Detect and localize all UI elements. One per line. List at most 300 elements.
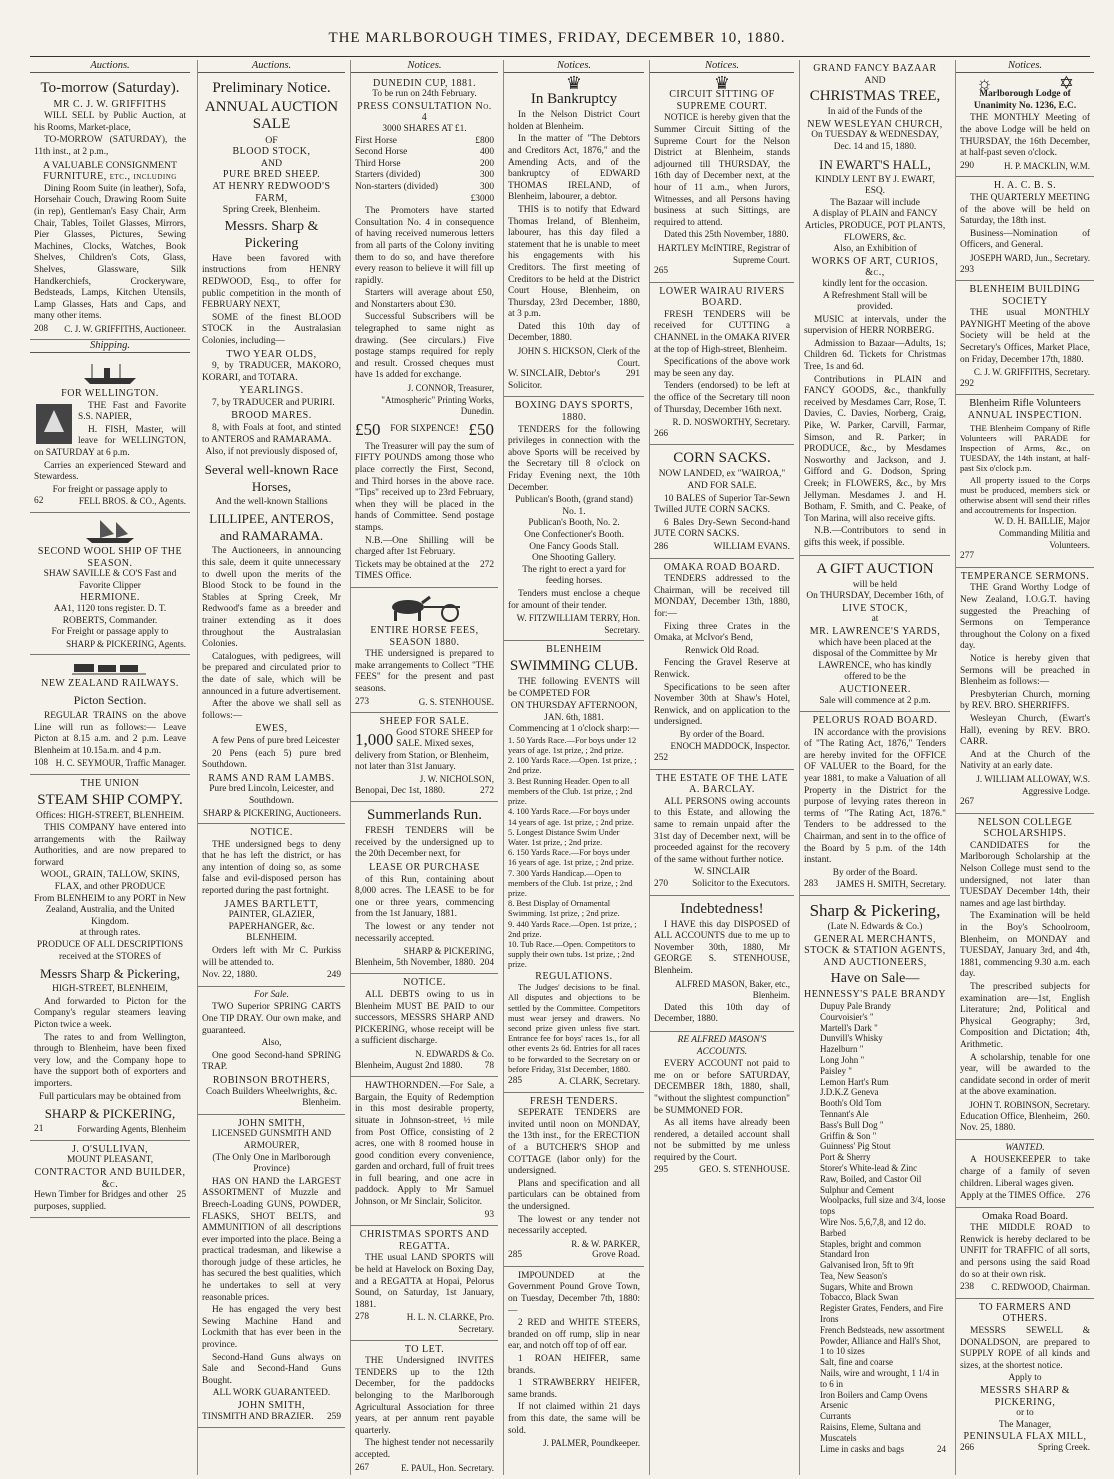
list-item: 9. 440 Yards Race.—Open. 1st prize, ; 2nd prize. bbox=[508, 919, 637, 939]
ad-number: 272 bbox=[479, 559, 494, 570]
list-item: Martell's Dark " bbox=[820, 1022, 878, 1033]
ad-heading: J. O'SULLIVAN, bbox=[71, 1143, 149, 1155]
bartlett-notice bbox=[198, 824, 345, 987]
ad-heading: Omaka Road Board. bbox=[981, 1210, 1069, 1222]
ad-title: To-morrow (Saturday). bbox=[40, 79, 180, 96]
ad-text: NOTICE is hereby given that the Summer Circuit Sitting of the Supreme Court for the Nelson District at Blenheim, stands adjourned till THURSDAY, the 16th day of December next, at the hour of 11 a.m., when Jurors, Witnesses, and all Persons having business at such Sittings, are required to attend. bbox=[654, 113, 790, 228]
sunburst-icon: ☼ bbox=[976, 72, 993, 93]
sheep-count: 1,000 bbox=[355, 729, 394, 749]
column-heading: Auctions. bbox=[198, 60, 345, 73]
list-item: 8. Best Display of Ornamental Swimming. 1st prize, ; 2nd prize. bbox=[508, 899, 620, 919]
ad-text: Also, an Exhibition of bbox=[833, 244, 917, 255]
ad-heading: NEW ZEALAND RAILWAYS. bbox=[41, 678, 179, 690]
list-item: Tennant's Ale bbox=[820, 1108, 869, 1119]
entire-horse-fees-ad bbox=[351, 588, 498, 713]
ad-text: The Bazaar will include bbox=[830, 197, 920, 208]
booth-list bbox=[508, 495, 640, 588]
gift-auction-ad bbox=[800, 556, 950, 713]
ad-heading: TEMPERANCE SERMONS. bbox=[960, 570, 1090, 582]
ad-text: All property issued to the Corps must be produced, members sick or otherwise absent will send their rifles and accoutrements for Inspection. bbox=[960, 474, 1090, 516]
ad-number: 290 bbox=[960, 160, 975, 171]
list-item: Standard Iron bbox=[820, 1249, 870, 1260]
redwood-auction-ad bbox=[198, 75, 345, 825]
bazaar-ad bbox=[800, 60, 950, 556]
ad-title: Messrs Sharp & Pickering, bbox=[39, 966, 181, 982]
omaka-middle-road-ad bbox=[956, 1208, 1094, 1299]
list-item: French Bedsteads, new assortment bbox=[820, 1324, 945, 1335]
list-item: 7. 300 Yards Handicap.—Open to members of the Club. 1st prize, ; 2nd prize. bbox=[508, 868, 633, 898]
column-2 bbox=[197, 60, 345, 1475]
osullivan-ad bbox=[30, 1141, 190, 1219]
ad-text: HIGH-STREET, BLENHEIM, bbox=[52, 984, 168, 995]
ad-signature: SHARP & PICKERING, bbox=[403, 946, 494, 957]
omaka-road-board-ad bbox=[650, 559, 794, 770]
ad-number: 238 bbox=[960, 1282, 975, 1293]
list-item: Galvanised Iron, 5ft to 9ft bbox=[820, 1260, 914, 1271]
ad-text: TENDERS for the following privileges in connection with the above Sports will be received by the Secretary till 8 o'clock on Friday Evening next, the 10th December. bbox=[508, 424, 640, 493]
column-heading: Auctions. bbox=[30, 60, 190, 73]
ad-signature: "Atmospheric" Printing Works, Dunedin. bbox=[381, 394, 494, 417]
ad-heading: BROOD MARES. bbox=[231, 410, 312, 422]
ad-text: 2 RED and WHITE STEERS, branded on off rump, slip in near ear, and notch off top of off ear. bbox=[508, 1318, 640, 1352]
ad-heading: JAMES BARTLETT, bbox=[224, 898, 319, 910]
ad-text: Admission to Bazaar—Adults, 1s; Children 6d. Tickets for Christmas Tree, 1s and 6d. bbox=[804, 338, 946, 373]
ad-text: WILL SELL by Public Auction, at his Rooms, Market-place, bbox=[34, 111, 186, 133]
ad-number: 295 bbox=[654, 1165, 669, 1176]
ad-heading: ENTIRE HORSE FEES, SEASON 1880. bbox=[370, 624, 479, 648]
ad-text: By order of the Board. bbox=[679, 729, 765, 740]
masonic-lodge-ad bbox=[956, 72, 1094, 178]
to-let-ad bbox=[351, 1341, 498, 1475]
ad-heading: EWES, bbox=[255, 723, 288, 735]
ad-number: 277 bbox=[960, 551, 975, 562]
horse-cart-icon bbox=[380, 593, 470, 623]
ad-text: Pure bred Lincoln, Leicester, and Southdown. bbox=[209, 784, 334, 806]
ad-text: FOR SIXPENCE! bbox=[390, 423, 459, 434]
ad-text: On THURSDAY, December 16th, of bbox=[806, 591, 944, 602]
ad-signature: JOSEPH WARD, Jun., Secretary. bbox=[970, 252, 1090, 263]
ad-text: THE undersigned is prepared to make arrangements to Collect "THE FEES" for the present and past seasons. bbox=[355, 649, 494, 694]
ad-text: REGULAR TRAINS on the above Line will run as follows:— Leave Picton at 8.15 a.m. and 2 p.m. Leave Blenheim at 10.15a.m. and 4 p.m. bbox=[34, 710, 186, 756]
list-item: J.D.K.Z Geneva bbox=[820, 1087, 879, 1098]
ad-signature: H. P. MACKLIN, W.M. bbox=[1003, 160, 1090, 171]
ad-text: In the Nelson District Court holden at Blenheim. bbox=[508, 110, 640, 132]
ad-number: 62 bbox=[34, 496, 44, 507]
bankruptcy-ad bbox=[504, 72, 644, 398]
ad-heading: TWO YEAR OLDS, bbox=[226, 348, 317, 360]
ad-text: THE Grand Worthy Lodge of New Zealand, I.O.G.T. having suggested the Preaching of Sermons on Temperance throughout the Colony on a fixed day. bbox=[960, 583, 1090, 652]
ad-text: at through rates. bbox=[79, 928, 141, 939]
ad-heading: ANNUAL INSPECTION. bbox=[967, 410, 1083, 422]
auction-ad-griffiths bbox=[30, 75, 190, 341]
ad-text: CANDIDATES for the Marlborough Scholarship at the Nelson College must send to the undersigned, not later than TUESDAY December 14th, their names and age last birthday. bbox=[960, 840, 1090, 909]
ad-title: CHRISTMAS TREE, bbox=[809, 88, 941, 105]
ad-signature: H. C. SEYMOUR, Traffic Manager. bbox=[55, 758, 186, 769]
ad-title: Summerlands Run. bbox=[367, 807, 482, 824]
hawthornden-ad bbox=[351, 1077, 498, 1226]
ad-heading: WANTED. bbox=[1005, 1142, 1045, 1153]
ad-number: 292 bbox=[960, 378, 975, 389]
rifle-volunteers-ad bbox=[956, 395, 1094, 567]
fresh-tenders-ad bbox=[504, 1093, 644, 1267]
list-item: Raw, Boiled, and Castor Oil bbox=[820, 1173, 922, 1184]
ad-text: The lowest or any tender not necessarily accepted. bbox=[508, 1214, 640, 1237]
ad-date: Education Office, Blenheim, Nov. 25, 1880. bbox=[960, 1111, 1068, 1134]
ad-heading: LOWER WAIRAU RIVERS BOARD. bbox=[659, 285, 785, 309]
ad-heading: Marlborough Lodge of Unanimity No. 1236, E.C. bbox=[973, 89, 1077, 111]
list-item: Paisley " bbox=[820, 1065, 852, 1076]
ad-text: THE undersigned begs to deny that he has left the district, or has any intention of doing so, as some false and evil-disposed person has reported during the past fortnight. bbox=[202, 839, 341, 897]
ad-text: or to bbox=[1016, 1408, 1034, 1419]
ad-number: 291 bbox=[625, 369, 640, 380]
ad-text: I HAVE this day DISPOSED of ALL ACCOUNTS due to me up to November 30th, 1880, Mr GEORGE S. STENHOUSE, Blenheim. bbox=[654, 919, 790, 976]
ad-signature: N. EDWARDS & Co. bbox=[415, 1048, 494, 1059]
ad-text: Commencing at 1 o'clock sharp:— bbox=[508, 724, 640, 735]
ad-text: SOME of the finest BLOOD STOCK in the Australasian Colonies, including— bbox=[202, 312, 341, 346]
ad-number: 25 bbox=[176, 1190, 186, 1201]
ad-text: 10 BALES of Superior Tar-Sewn Twilled JUTE CORN SACKS. bbox=[654, 493, 790, 516]
list-item: Griffin & Son " bbox=[820, 1130, 877, 1141]
ad-number: 276 bbox=[1075, 1191, 1090, 1202]
ad-text: TENDERS addressed to the Chairman, will be received till MONDAY, December 13th, 1880, for:— bbox=[654, 574, 790, 619]
ad-text: MOUNT PLEASANT, bbox=[66, 1155, 154, 1166]
ad-text: Hewn Timber for Bridges and other purposes, supplied. bbox=[34, 1190, 169, 1212]
list-item: Powder, Alliance and Hall's Shot, 1 to 10 sizes bbox=[820, 1335, 941, 1357]
ad-text: TINSMITH AND BRAZIER. bbox=[202, 1411, 314, 1422]
ad-number: 78 bbox=[484, 1060, 494, 1071]
ad-number: 208 bbox=[34, 323, 49, 334]
ad-text: Grove Road. bbox=[592, 1250, 640, 1261]
ad-text: MESSRS SEWELL & DONALDSON, are prepared to SUPPLY ROPE of all kinds and sizes, at the shortest notice. bbox=[960, 1326, 1090, 1371]
list-item: Lemon Hart's Rum bbox=[820, 1076, 889, 1087]
ad-text: A HOUSEKEEPER to take charge of a family of seven children. Liberal wages given. bbox=[960, 1155, 1090, 1189]
ad-signature: JOHN S. HICKSON, Clerk of the Court. bbox=[517, 346, 640, 368]
ad-text: The Manager, bbox=[998, 1419, 1052, 1430]
ad-number: 283 bbox=[804, 879, 819, 890]
ad-text: THE MONTHLY Meeting of the above Lodge will be held on THURSDAY, the 16th December, at half-past seven o'clock. bbox=[960, 113, 1090, 159]
ad-number: 249 bbox=[326, 970, 341, 981]
ad-heading: JOHN SMITH, bbox=[237, 1117, 306, 1129]
prize-amount: £50 bbox=[468, 419, 494, 439]
ad-signature: H. L. N. CLARKE, Pro. Secretary. bbox=[406, 1312, 494, 1334]
indebtedness-ad bbox=[650, 896, 794, 1032]
ad-heading: CHRISTMAS SPORTS AND REGATTA. bbox=[359, 1229, 490, 1252]
circuit-sitting-ad bbox=[650, 72, 794, 283]
ad-heading: GRAND FANCY BAZAAR bbox=[813, 63, 937, 74]
royal-arms-icon: ♛ bbox=[713, 72, 731, 93]
ad-text: As all items have already been rendered, a detailed account shall not be submitted by me unless required by the Court. bbox=[654, 1118, 790, 1163]
ad-heading: PELORUS ROAD BOARD. bbox=[812, 715, 938, 727]
list-item: 4. 100 Yards Race.—For boys under 14 years of age. 1st prize, ; 2nd prize. bbox=[508, 807, 634, 827]
ad-heading: FURNITURE, etc., including bbox=[43, 171, 177, 183]
mason-accounts-ad bbox=[650, 1032, 794, 1181]
ad-text: And the well-known Stallions bbox=[215, 496, 328, 507]
list-item: Booth's Old Tom bbox=[820, 1098, 882, 1109]
ship-name: HERMIONE. bbox=[80, 592, 140, 604]
ad-number: 270 bbox=[654, 879, 669, 889]
ad-text: MUSIC at intervals, under the supervision of HERR NORBERG. bbox=[804, 314, 946, 337]
ad-heading: BOXING DAYS SPORTS, 1880. bbox=[514, 400, 634, 424]
ad-heading: PENINSULA FLAX MILL, bbox=[963, 1431, 1087, 1443]
ad-text: ALL DEBTS owing to us in Blenheim MUST BE PAID to our successors, MESSRS SHARP AND PICKERING, whose receipt will be a sufficient discharge. bbox=[355, 989, 494, 1047]
ad-text: which have been placed at the disposal of the Committee by Mr LAWRENCE, who has kindly offered to be the bbox=[812, 637, 938, 683]
ad-heading: MESSRS SHARP & PICKERING, bbox=[980, 1385, 1070, 1408]
ad-text: THE usual LAND SPORTS will be held at Havelock on Boxing Day, and a REGATTA at Hopai, Pelorus Sound, on Saturday, 1st January, 1881. bbox=[355, 1253, 494, 1310]
list-item: Port & Sherry bbox=[820, 1152, 871, 1163]
ad-text: The Promoters have started Consultation No. 4 in consequence of having received numerous letters from all parts of the Colony inviting them to do so, and have therefore every reason to believe it will fill up rapidly. bbox=[355, 206, 494, 286]
sheep-for-sale-ad bbox=[351, 713, 498, 802]
ad-text: Second-Hand Guns always on Sale and Second-Hand Guns Bought. bbox=[202, 1352, 341, 1386]
ad-heading: NEW WESLEYAN CHURCH, bbox=[807, 118, 943, 130]
ad-text: Apply to bbox=[1008, 1373, 1042, 1384]
ad-heading: JOHN SMITH, bbox=[237, 1400, 306, 1411]
ad-text: EVERY ACCOUNT not paid to me on or before SATURDAY, DECEMBER 18th, 1880, shall, "without the slightest compunction" be SUMMONED FOR. bbox=[654, 1059, 790, 1116]
ad-text: 7, by TRADUCER and PURIRI. bbox=[212, 397, 335, 408]
list-item: Hazelburn " bbox=[820, 1044, 864, 1055]
ad-number: 267 bbox=[960, 797, 975, 808]
ad-text: IMPOUNDED at the Government Pound Grove Town, on Tuesday, December 7th, 1880:— bbox=[508, 1270, 640, 1316]
train-icon bbox=[70, 660, 150, 676]
list-item: Bass's Bull Dog " bbox=[820, 1119, 884, 1130]
ad-heading: PURE BRED SHEEP. bbox=[222, 169, 321, 181]
ad-text: Successful Subscribers will be telegraphed to same night as drawing. (See circulars.) Five postage stamps required for reply and result. Crossed cheques must have 1s added for exchange. bbox=[355, 312, 494, 381]
ad-title: Have on Sale— bbox=[830, 971, 920, 987]
list-item: Publican's Booth, (grand stand) No. 1. bbox=[515, 495, 633, 517]
ad-title: SWIMMING CLUB. bbox=[509, 657, 639, 674]
ad-text: at bbox=[871, 614, 879, 625]
ad-text: Good STORE SHEEP for SALE. Mixed sexes, delivery from Station, or Blenheim, not later than 31st January. bbox=[355, 727, 493, 773]
ad-text: Also, bbox=[261, 1038, 282, 1049]
column-heading: Notices. bbox=[504, 60, 644, 73]
ad-text: ALL WORK GUARANTEED. bbox=[212, 1388, 331, 1399]
ad-signature: J. WILLIAM ALLOWAY, W.S. Aggressive Lodge. bbox=[976, 773, 1090, 796]
ad-title: CORN SACKS. bbox=[673, 450, 771, 467]
ad-text: The Treasurer will pay the sum of FIFTY POUNDS among those who place correctly the First, Second, and Third horses in the above race. "Tips" received up to 23rd February, when they will be placed in the hands of Committee. Send postage stamps. bbox=[355, 441, 494, 533]
ad-text: 6 Bales Dry-Sewn Second-hand JUTE CORN SACKS. bbox=[654, 517, 790, 540]
ad-number: 272 bbox=[479, 785, 494, 796]
ad-text: of this Run, containing about 8,000 acres. The LEASE to be for one or three years, commencing from the 1st January, 1881. bbox=[355, 874, 494, 920]
ad-text: THE QUARTERLY MEETING of the above will be held on Saturday, the 18th inst. bbox=[960, 192, 1091, 227]
union-steamship-ad bbox=[30, 775, 190, 1141]
prize-total: £3000 bbox=[470, 193, 494, 204]
ad-text: Dated this 25th November, 1880. bbox=[664, 230, 789, 241]
list-item: 10. Tub Race.—Open. Competitors to supply their own tubs. 1st prize, ; 2nd prize. bbox=[508, 939, 636, 970]
ad-text: WOOL, GRAIN, TALLOW, SKINS, FLAX, and other PRODUCE bbox=[40, 870, 180, 893]
ad-text: ON THURSDAY AFTERNOON, JAN. 6th, 1881. bbox=[510, 701, 638, 723]
ad-heading: ROBINSON BROTHERS, bbox=[212, 1074, 331, 1086]
ad-text: AND bbox=[260, 157, 283, 169]
impounded-ad bbox=[504, 1267, 644, 1454]
ad-heading: H. A. C. B. S. bbox=[993, 180, 1057, 192]
ad-text: (The Only One in Marlborough Province) bbox=[212, 1152, 331, 1175]
christmas-sports-ad bbox=[351, 1226, 498, 1340]
ad-heading: SHEEP FOR SALE. bbox=[379, 716, 470, 728]
ad-text: Spring Creek. bbox=[1037, 1442, 1090, 1453]
housekeeper-wanted-ad bbox=[956, 1140, 1094, 1208]
ad-text: On TUESDAY & WEDNESDAY, Dec. 14 and 15, 1880. bbox=[811, 130, 939, 152]
ad-text: If not claimed within 21 days from this date, the same will be sold. bbox=[508, 1402, 640, 1436]
list-item: Iron Boilers and Camp Ovens bbox=[820, 1389, 928, 1400]
ad-text: THIS is to notify that Edward Thomas Ireland, of Blenheim, labourer, has this day filed a statement that he is unable to meet his engagements with his Creditors. The first meeting of Creditors to be held at the District Court House, Blenheim, on Thursday, 23rd December, 1880, at 3 p.m. bbox=[508, 204, 640, 320]
ad-text: A few Pens of pure bred Leicester bbox=[212, 735, 340, 746]
list-item: 2. 100 Yards Race.—Open. 1st prize, ; 2nd prize. bbox=[508, 756, 637, 776]
prize-list bbox=[355, 136, 494, 206]
column-heading: Notices. bbox=[351, 60, 498, 73]
ad-text: Tenders must enclose a cheque for amount of their tender. bbox=[508, 588, 640, 611]
ad-number: 260. bbox=[1073, 1111, 1090, 1122]
ad-text: BLENHEIM. bbox=[246, 933, 297, 944]
ad-number: 266 bbox=[960, 1442, 975, 1453]
ad-text: Sale will commence at 2 p.m. bbox=[819, 695, 931, 706]
masthead-rule bbox=[30, 56, 1090, 57]
column-4 bbox=[503, 60, 644, 1475]
ad-text: Contributions in PLAIN and FANCY GOODS, &c., thankfully received by Mesdames Carr, Rose, T. Davies, C. Davies, Norberg, Craig, Pike, W. Parker, Carvill, Farmar, Simson, and R. Parker; in PRODUCE, &c., by Mesdames Nosworthy and Jackson, and J. Gifford and G. Dodson, Spring Creek; in FLOWERS, &c., by Mrs Jellyman. Mesdames J. and H. Botham, F. Smith, and C. Peake, of Ton Marina, will also receive gifts. bbox=[804, 374, 946, 524]
ad-text: FRESH TENDERS will be received by the undersigned up to the 20th December next, for bbox=[355, 826, 494, 860]
ad-text: 1 ROAN HEIFER, same brands. bbox=[508, 1354, 640, 1376]
ad-text: THE Fast and Favorite S.S. NAPIER, bbox=[78, 400, 186, 423]
ad-signature: C. J. W. GRIFFITHS, Auctioneer. bbox=[64, 323, 186, 334]
ad-heading: TO FARMERS AND OTHERS. bbox=[978, 1301, 1072, 1325]
list-item: Salt, fine and coarse bbox=[820, 1357, 893, 1368]
edwards-notice bbox=[351, 974, 498, 1077]
ad-number: 259 bbox=[326, 1411, 341, 1422]
ad-text: THIS COMPANY have entered into arrangements with the Railway Authorities, and are now prepared to forward bbox=[34, 823, 186, 868]
square-compass-icon: ✡ bbox=[1058, 72, 1074, 93]
ad-heading: LEASE OR PURCHASE bbox=[369, 862, 480, 874]
ad-heading: HENNESSY'S PALE BRANDY bbox=[804, 989, 946, 1001]
ad-heading: NOTICE. bbox=[403, 977, 446, 989]
ad-text: TWO Superior SPRING CARTS One TIP DRAY. Our own make, and guaranteed. bbox=[202, 1002, 341, 1036]
column-5 bbox=[649, 60, 794, 1475]
farmers-rope-ad bbox=[956, 1299, 1094, 1459]
ad-number: 273 bbox=[355, 696, 370, 707]
sailing-ship-icon bbox=[80, 518, 140, 544]
swimming-club-ad bbox=[504, 641, 644, 1092]
ad-title: SHARP & PICKERING, bbox=[44, 1106, 176, 1122]
ad-text: THE Blenheim Company of Rifle Volunteers will PARADE for Inspection of Arms, &c., on TUESDAY, the 14th instant, at half-past Six o'clock p.m. bbox=[960, 422, 1090, 474]
ad-number: 267 bbox=[355, 1462, 370, 1473]
list-item: Wire Nos. 5,6,7,8, and 12 do. Barbed bbox=[820, 1216, 926, 1238]
ad-title: Sharp & Pickering, bbox=[809, 901, 941, 920]
ad-text: N.B.—Contributors to send in gifts this week, if possible. bbox=[804, 526, 946, 548]
list-item: Woolpacks, full size and 3/4, loose tops bbox=[820, 1195, 946, 1217]
ad-number: 265 bbox=[654, 266, 669, 277]
ad-text: ALL PERSONS owing accounts to this Estate, and allowing the same to remain unpaid after the 31st day of December next, will be proceeded against for the recovery of the same without further notice. bbox=[654, 796, 790, 865]
ad-text: To be run on 24th February. bbox=[372, 89, 477, 100]
ad-text: (Late N. Edwards & Co.) bbox=[827, 922, 923, 932]
ad-heading: RE ALFRED MASON'S ACCOUNTS. bbox=[677, 1034, 767, 1057]
list-item: Lime in casks and bags bbox=[820, 1443, 904, 1454]
prize-row: Starters (divided) 300 bbox=[355, 170, 494, 181]
ad-text: He has engaged the very best Sewing Machine Hand and Lockmith that has ever been in the province. bbox=[202, 1305, 341, 1351]
ad-text: Dated this 10th day of December, 1880. bbox=[508, 321, 640, 344]
ad-text: A Refreshment Stall will be provided. bbox=[822, 290, 928, 313]
ad-text: SHAW SAVILLE & CO'S Fast and Favorite Clipper bbox=[43, 569, 177, 591]
ad-heading: LIVE STOCK, bbox=[842, 602, 908, 614]
ad-text: Starters will average about £50, and Nonstarters about £30. bbox=[355, 288, 494, 310]
ad-text: One good Second-hand SPRING TRAP. bbox=[202, 1050, 341, 1073]
list-item: One Confectioner's Booth. bbox=[524, 529, 624, 540]
ad-heading: AND AUCTIONEERS, bbox=[823, 956, 927, 968]
steamship-icon bbox=[80, 360, 140, 386]
ad-text: And forwarded to Picton for the Company's regular steamers leaving Picton twice a week. bbox=[34, 996, 186, 1030]
ad-title: Messrs. Sharp & Pickering bbox=[224, 218, 319, 251]
ad-text: The lowest or any tender not necessarily accepted. bbox=[355, 922, 494, 944]
list-item: Register Grates, Fenders, and Fire Irons bbox=[820, 1303, 943, 1325]
list-item: Raisins, Eleme, Sultana and Muscatels bbox=[820, 1422, 921, 1443]
ad-text: THE MIDDLE ROAD to Renwick is hereby declared to be UNFIT for TRAFFIC of all sorts, and persons using the said Road do so at their own risk. bbox=[960, 1223, 1090, 1280]
ad-number: 285 bbox=[508, 1075, 523, 1086]
list-item: Arsenic bbox=[820, 1400, 848, 1411]
ad-heading: OMAKA ROAD BOARD. bbox=[663, 561, 781, 573]
ad-signature: WILLIAM EVANS. bbox=[713, 541, 790, 552]
ad-text: Apply at the TIMES Office. bbox=[960, 1191, 1066, 1202]
prize-row: First Horse £800 bbox=[355, 135, 494, 146]
list-item: 6. 150 Yards Race.—For boys under 16 years of age. 1st prize, ; 2nd prize. bbox=[508, 848, 634, 868]
ad-text: H. FISH, Master, will leave for WELLINGTON, on SATURDAY at 6 p.m. bbox=[34, 424, 186, 459]
ad-text: 9, by TRADUCER, MAKORO, KORARI, and TOTARA. bbox=[202, 361, 341, 383]
ad-heading: CIRCUIT SITTING OF SUPREME COURT. bbox=[669, 89, 775, 112]
list-item: Long John " bbox=[820, 1054, 865, 1065]
ad-heading: A VALUABLE CONSIGNMENT bbox=[42, 159, 178, 171]
ad-signature: Solicitor to the Executors. bbox=[692, 879, 790, 889]
hacbs-ad bbox=[956, 177, 1094, 281]
prize-amount: £50 bbox=[355, 419, 381, 439]
ad-heading: AT HENRY REDWOOD'S FARM, bbox=[212, 180, 331, 204]
ad-title: A GIFT AUCTION bbox=[816, 560, 934, 577]
ad-title: In Bankruptcy bbox=[530, 91, 618, 108]
ad-heading: BLENHEIM BUILDING SOCIETY bbox=[969, 284, 1081, 307]
ad-text: The Examination will be held in the Boy's Schoolroom, Blenheim, on MONDAY and TUESDAY, January 3rd, and 4th, 1881, commencing 9.30 a.m. each day. bbox=[960, 911, 1090, 980]
ad-text: The Judges' decisions to be final. All disputes and objections to be settled by the Committee. Competitors must wear jersey and drawers. No second prize given unless five start. Entrance fee for boys' races 1s., for all other events 2s 6d. Entries for all races to be forwarded to the Secretary on or before Friday, 31st December, 1880. bbox=[508, 983, 640, 1074]
ad-number: 285 bbox=[508, 1250, 523, 1261]
ad-heading: NOTICE. bbox=[250, 827, 293, 839]
column-heading: Shipping. bbox=[30, 340, 190, 353]
ad-text: Presbyterian Church, morning by REV. BRO. SHERRIFFS. bbox=[960, 689, 1090, 712]
ad-text: Specifications to be seen after November 30th at Shaw's Hotel, Renwick, and on application to the undersigned. bbox=[654, 682, 790, 728]
ad-text: 1 STRAWBERRY HEIFER, same brands. bbox=[508, 1378, 640, 1400]
ship-destination: FOR WELLINGTON. bbox=[61, 388, 159, 400]
robinson-for-sale-ad bbox=[198, 987, 345, 1115]
ad-text: OF bbox=[265, 134, 278, 146]
ad-heading: GENERAL MERCHANTS, STOCK & STATION AGENTS, bbox=[804, 933, 946, 957]
list-item: Courvoisier's " bbox=[820, 1011, 874, 1022]
ad-number: 278 bbox=[355, 1312, 370, 1323]
ad-title: STEAM SHIP COMPY. bbox=[37, 791, 183, 808]
ad-text: CONTRACTOR AND BUILDER, &c. bbox=[34, 1166, 186, 1190]
ad-text: THE following EVENTS will be COMPETED FOR bbox=[508, 676, 640, 699]
ad-signature: G. S. STENHOUSE. bbox=[418, 696, 494, 707]
ad-text: SEPERATE TENDERS are invited until noon on MONDAY, the 13th inst., for the ERECTION of a BUTCHER'S SHOP and COTTAGE (labor only) for the undersigned. bbox=[508, 1108, 640, 1177]
ad-text: A scholarship, tenable for one year, will be awarded to the candidate second in order of merit at the above examination. bbox=[960, 1052, 1090, 1098]
ad-heading: REGULATIONS. bbox=[535, 970, 613, 982]
ad-text: AND bbox=[864, 74, 886, 86]
flag-icon bbox=[34, 402, 74, 446]
ad-text: Dining Room Suite (in leather), Sofa, Horsehair Couch, Drawing Room Suite (in rep), Gentleman's Easy Chair, Arm Chair, Tables, Toilet Glasses, Mirrors, Pier Glasses, Pictures, Sewing Machines, Clocks, Watches, Book Shelves, Children's Cots, Glass, Shelves, Glassware, Silk Handkerchiefs, Crockeryware, Bedsteads, Lamps, Kitchen Utensils, Lamp Glasses, Hats and Caps, and many other items. bbox=[34, 183, 186, 322]
ad-heading: DUNEDIN CUP, 1881. bbox=[373, 77, 476, 89]
ad-signature: C. REDWOOD, Chairman. bbox=[991, 1282, 1090, 1293]
list-item: Tea, New Season's bbox=[820, 1270, 888, 1281]
ad-signature: J. PALMER, Poundkeeper. bbox=[543, 1438, 640, 1449]
shipping-ad-hermione bbox=[30, 513, 190, 655]
column-1 bbox=[30, 60, 190, 1475]
railway-ad bbox=[30, 655, 190, 775]
prize-row: Second Horse 400 bbox=[355, 147, 494, 158]
ad-title: Indebtedness! bbox=[680, 900, 764, 917]
ad-heading: THE UNION bbox=[80, 777, 140, 789]
ad-text: For Freight or passage apply to bbox=[51, 627, 169, 638]
column-heading: Notices. bbox=[650, 60, 794, 73]
